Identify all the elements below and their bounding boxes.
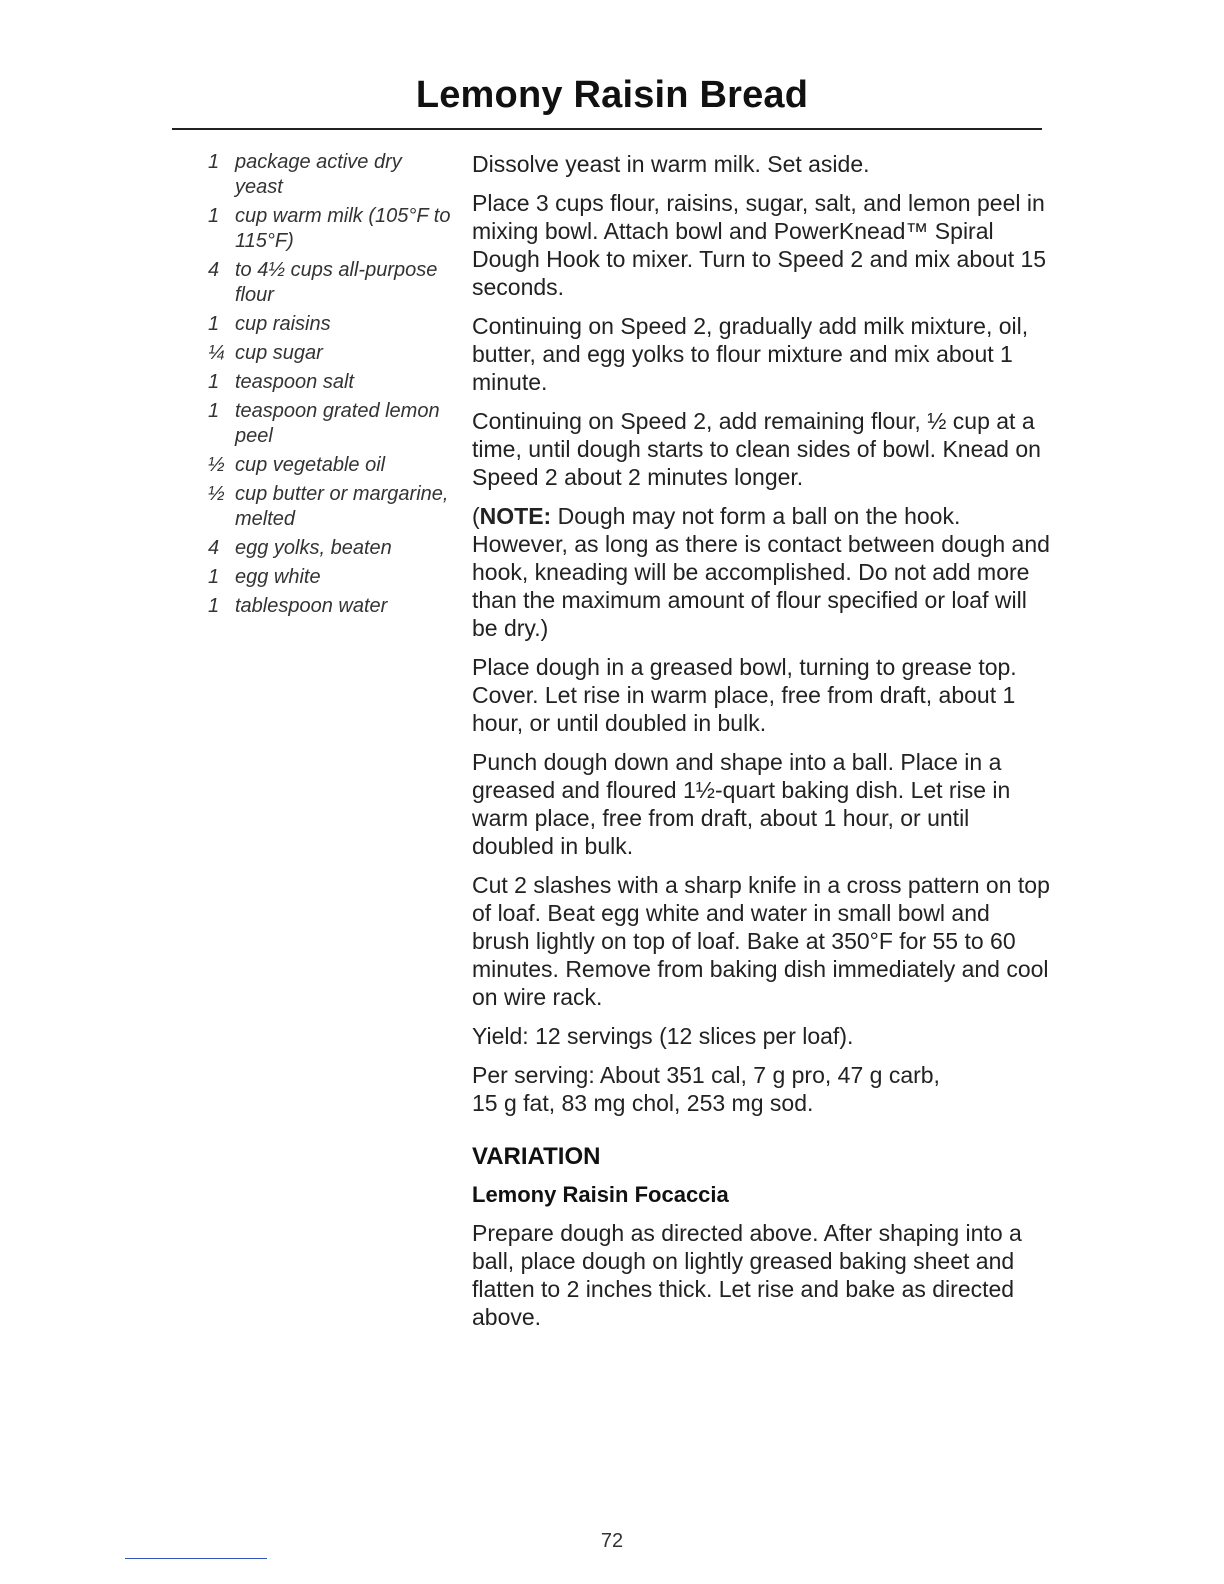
ingredient-qty: 1 bbox=[208, 151, 220, 173]
ingredient-item bbox=[202, 594, 452, 619]
ingredient-text: package active dry yeast bbox=[235, 151, 402, 198]
note-text: Dough may not form a ball on the hook. However, as long as there is contact between dough and hook, kneading will be accomplished. Do not add more than the maximum amount of flour specified or loaf will be dry.) bbox=[472, 503, 1050, 641]
note-open-paren: ( bbox=[472, 503, 480, 529]
bottom-link-underline bbox=[125, 1558, 267, 1559]
nutrition-info bbox=[472, 1061, 1052, 1117]
ingredient-qty: ½ bbox=[208, 454, 225, 476]
ingredient-qty: 4 bbox=[208, 259, 220, 281]
ingredient-item bbox=[202, 565, 452, 590]
ingredient-item bbox=[202, 399, 452, 449]
direction-step: Place dough in a greased bowl, turning to grease top. Cover. Let rise in warm place, free from draft, about 1 hour, or until doubled in bulk. bbox=[472, 654, 1017, 736]
ingredient-qty: 1 bbox=[208, 371, 220, 393]
ingredient-text: teaspoon salt bbox=[235, 371, 354, 393]
ingredient-qty: 1 bbox=[208, 400, 220, 422]
ingredient-qty: 1 bbox=[208, 205, 220, 227]
page-title: Lemony Raisin Bread bbox=[415, 74, 809, 116]
direction-step: Place 3 cups flour, raisins, sugar, salt, and lemon peel in mixing bowl. Attach bowl and PowerKnead™ Spiral Dough Hook to mixer. Turn to Speed 2 and mix about 15 seconds. bbox=[472, 190, 1047, 300]
ingredient-qty: 1 bbox=[208, 313, 220, 335]
ingredient-qty: ½ bbox=[208, 483, 225, 505]
ingredient-text: cup butter or margarine, melted bbox=[235, 483, 449, 530]
variation-subheading: Lemony Raisin Focaccia bbox=[472, 1182, 729, 1207]
ingredient-list bbox=[202, 150, 452, 623]
directions bbox=[472, 150, 1052, 1342]
ingredient-text: cup warm milk (105°F to 115°F) bbox=[235, 205, 451, 252]
ingredient-item bbox=[202, 204, 452, 254]
ingredient-text: egg white bbox=[235, 566, 321, 588]
ingredient-text: cup raisins bbox=[235, 313, 331, 335]
ingredient-item bbox=[202, 536, 452, 561]
page-number: 72 bbox=[600, 1530, 624, 1552]
ingredient-qty: 4 bbox=[208, 537, 220, 559]
ingredient-text: egg yolks, beaten bbox=[235, 537, 392, 559]
ingredient-text: cup sugar bbox=[235, 342, 323, 364]
ingredient-text: teaspoon grated lemon peel bbox=[235, 400, 440, 447]
ingredient-item bbox=[202, 453, 452, 478]
direction-step: Continuing on Speed 2, add remaining flour, ½ cup at a time, until dough starts to clean sides of bowl. Knead on Speed 2 about 2 minutes longer. bbox=[472, 408, 1041, 490]
nutrition-line: 15 g fat, 83 mg chol, 253 mg sod. bbox=[472, 1090, 814, 1116]
ingredient-item bbox=[202, 150, 452, 200]
note-paragraph bbox=[472, 502, 1052, 642]
ingredient-text: cup vegetable oil bbox=[235, 454, 386, 476]
ingredient-qty: 1 bbox=[208, 595, 220, 617]
ingredient-item bbox=[202, 482, 452, 532]
nutrition-line: Per serving: About 351 cal, 7 g pro, 47 g carb, bbox=[472, 1062, 940, 1088]
ingredient-item bbox=[202, 312, 452, 337]
variation-text: Prepare dough as directed above. After shaping into a ball, place dough on lightly greased baking sheet and flatten to 2 inches thick. Let rise and bake as directed above. bbox=[472, 1220, 1022, 1330]
ingredient-text: to 4½ cups all-purpose flour bbox=[235, 259, 438, 306]
direction-step: Continuing on Speed 2, gradually add milk mixture, oil, butter, and egg yolks to flour mixture and mix about 1 minute. bbox=[472, 313, 1029, 395]
ingredient-item bbox=[202, 341, 452, 366]
ingredient-qty: 1 bbox=[208, 566, 220, 588]
direction-step: Punch dough down and shape into a ball. Place in a greased and floured 1½-quart baking dish. Let rise in warm place, free from draft, about 1 hour, or until doubled in bulk. bbox=[472, 749, 1011, 859]
yield-text: Yield: 12 servings (12 slices per loaf). bbox=[472, 1023, 854, 1049]
ingredient-qty: ¼ bbox=[208, 342, 225, 364]
ingredient-item bbox=[202, 370, 452, 395]
direction-step: Cut 2 slashes with a sharp knife in a cross pattern on top of loaf. Beat egg white and water in small bowl and brush lightly on top of loaf. Bake at 350°F for 55 to 60 minutes. Remove from baking dish immediately and cool on wire rack. bbox=[472, 872, 1050, 1010]
variation-heading: VARIATION bbox=[472, 1143, 601, 1170]
title-divider bbox=[172, 128, 1042, 130]
direction-step: Dissolve yeast in warm milk. Set aside. bbox=[472, 151, 870, 177]
ingredient-text: tablespoon water bbox=[235, 595, 388, 617]
ingredient-item bbox=[202, 258, 452, 308]
note-label: NOTE: bbox=[479, 503, 552, 529]
